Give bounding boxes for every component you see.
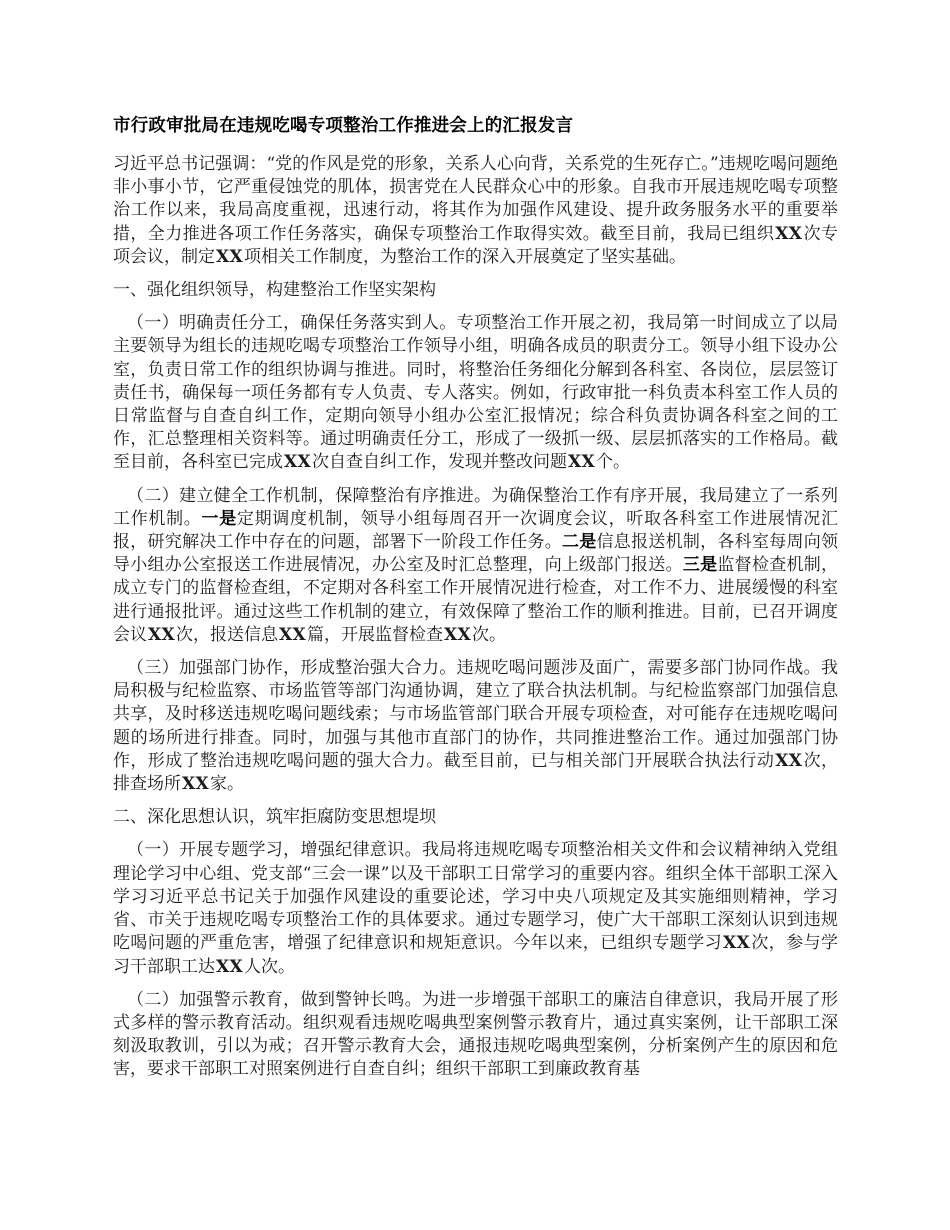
placeholder-token: XX	[443, 624, 471, 645]
document-body	[113, 153, 838, 1082]
body-paragraph: （三）加强部门协作，形成整治强大合力。违规吃喝问题涉及面广，需要多部门协同作战。我局积极与纪检监察、市场监管等部门沟通协调，建立了联合执法机制。与纪检监察部门加强信息共享，及时移送违规吃喝问题线索；与市场监管部门联合开展专项检查，对可能存在违规吃喝问题的场所进行排查。同时，加强与其他市直部门的协作，共同推进整治工作。通过加强部门协作，形成了整治违规吃喝问题的强大合力。截至目前，已与相关部门开展联合执法行动XX次，排查场所XX家。	[113, 658, 839, 795]
placeholder-token: XX	[216, 246, 243, 267]
document-title: 市行政审批局在违规吃喝专项整治工作推进会上的汇报发言	[113, 116, 574, 136]
body-paragraph: （一）开展专题学习，增强纪律意识。我局将违规吃喝专项整治相关文件和会议精神纳入党组理论学习中心组、党支部“三会一课”以及干部职工日常学习的重要内容。组织全体干部职工深入学习习近平总书记关于加强作风建设的重要论述，学习中央八项规定及其实施细则精神，学习省、市关于违规吃喝专项整治工作的具体要求。通过专题学习，使广大干部职工深刻认识到违规吃喝问题的严重危害，增强了纪律意识和规矩意识。今年以来，已组织专题学习XX次，参与学习干部职工达XX人次。	[113, 840, 839, 977]
placeholder-token: XX	[567, 452, 595, 473]
placeholder-token: XX	[723, 933, 750, 954]
body-paragraph: （一）明确责任分工，确保任务落实到人。专项整治工作开展之初，我局第一时间成立了以局主要领导为组长的违规吃喝专项整治工作领导小组，明确各成员的职责分工。领导小组下设办公室，负责日常工作的组织协调与推进。同时，将整治任务细化分解到各科室、各岗位，层层签订责任书，确保每一项任务都有专人负责、专人落实。例如，行政审批一科负责本科室工作人员的日常监督与自查自纠工作，定期向领导小组办公室汇报情况；综合科负责协调各科室之间的工作，汇总整理相关资料等。通过明确责任分工，形成了一级抓一级、层层抓落实的工作格局。截至目前，各科室已完成XX次自查自纠工作，发现并整改问题XX个。	[113, 313, 838, 473]
emphasis-run: 三是	[682, 555, 718, 576]
placeholder-token: XX	[182, 774, 209, 795]
placeholder-token: XX	[775, 750, 803, 771]
body-paragraph: （二）加强警示教育，做到警钟长鸣。为进一步增强干部职工的廉洁自律意识，我局开展了形式多样的警示教育活动。组织观看违规吃喝典型案例警示教育片，通过真实案例，让干部职工深刻汲取教训，引以为戒；召开警示教育大会，通报违规吃喝典型案例，分析案例产生的原因和危害，要求干部职工对照案例进行自查自纠；组织干部职工到廉政教育基	[113, 989, 838, 1080]
placeholder-token: XX	[216, 956, 243, 977]
placeholder-token: XX	[278, 624, 306, 645]
placeholder-token: XX	[148, 624, 175, 645]
placeholder-token: XX	[775, 223, 803, 244]
emphasis-run: 一是	[201, 508, 237, 529]
emphasis-run: 二是	[561, 532, 597, 553]
body-paragraph: 习近平总书记强调：“党的作风是党的形象，关系人心向背，关系党的生死存亡。”违规吃喝问题绝非小事小节，它严重侵蚀党的肌体，损害党在人民群众心中的形象。自我市开展违规吃喝专项整治工作以来，我局高度重视，迅速行动，将其作为加强作风建设、提升政务服务水平的重要举措，全力推进各项工作任务落实，确保专项整治工作取得实效。截至目前，我局已组织XX次专项会议，制定XX项相关工作制度，为整治工作的深入开展奠定了坚实基础。	[113, 154, 839, 267]
section-heading: 二、深化思想认识，筑牢拒腐防变思想堤坝	[113, 807, 436, 828]
section-heading: 一、强化组织领导，构建整治工作坚实架构	[113, 280, 436, 301]
placeholder-token: XX	[284, 452, 311, 473]
body-paragraph: （二）建立健全工作机制，保障整治有序推进。为确保整治工作有序开展，我局建立了一系列工作机制。一是定期调度机制，领导小组每周召开一次调度会议，听取各科室工作进展情况汇报，研究解决工作中存在的问题，部署下一阶段工作任务。二是信息报送机制，各科室每周向领导小组办公室报送工作进展情况，办公室及时汇总整理，向上级部门报送。三是监督检查机制，成立专门的监督检查组，不定期对各科室工作开展情况进行检查，对工作不力、进展缓慢的科室进行通报批评。通过这些工作机制的建立，有效保障了整治工作的顺利推进。目前，已召开调度会议XX次，报送信息XX篇，开展监督检查XX次。	[113, 485, 839, 645]
